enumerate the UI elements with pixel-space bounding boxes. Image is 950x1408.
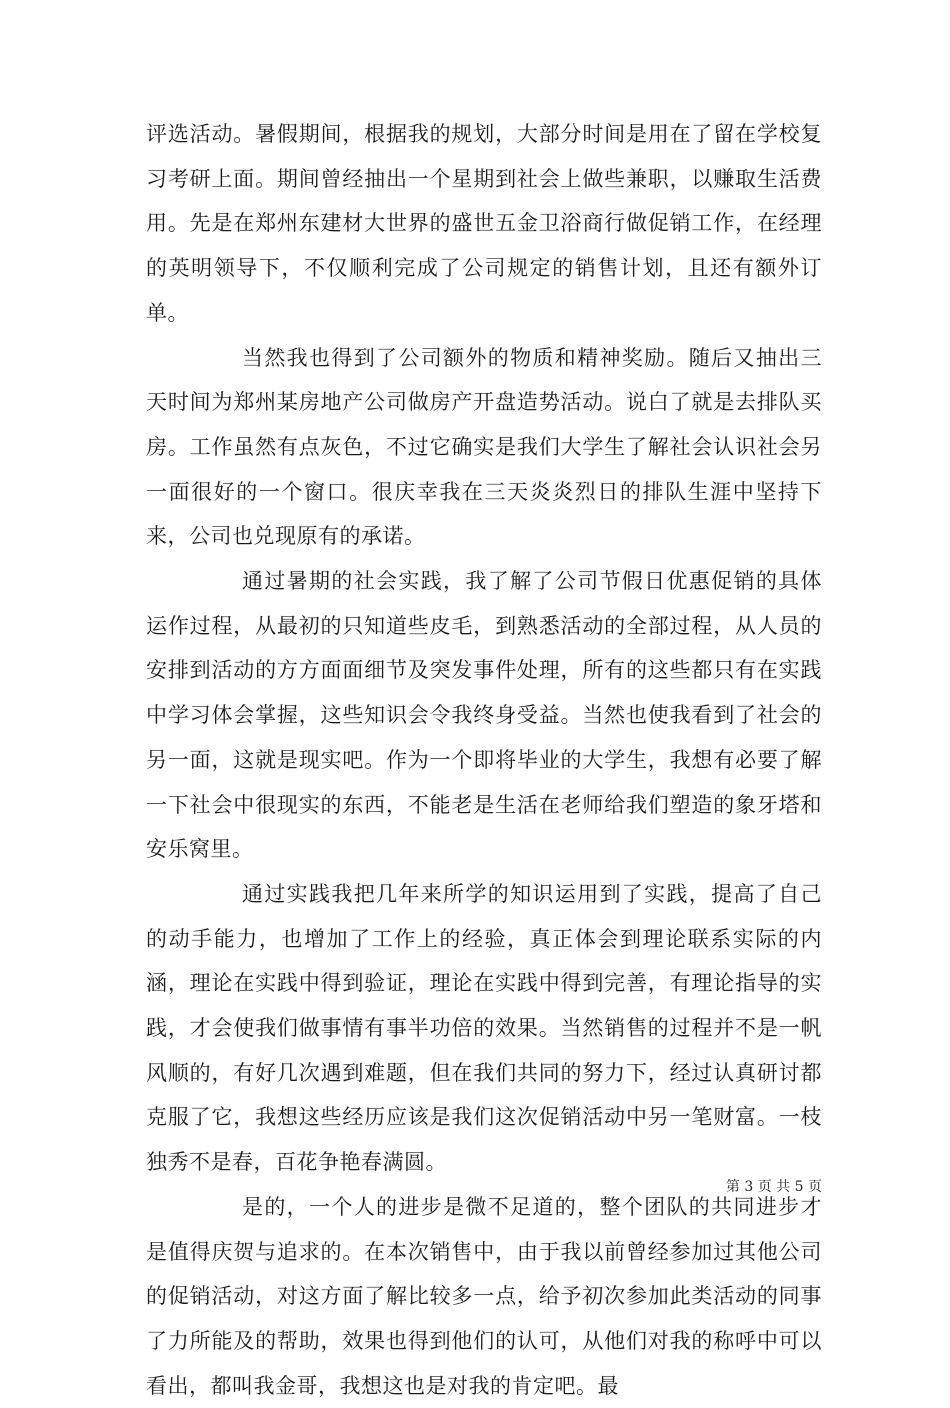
paragraph-3: 通过暑期的社会实践，我了解了公司节假日优惠促销的具体运作过程，从最初的只知道些皮毛，到熟悉活动的全部过程，从人员的安排到活动的方方面面细节及突发事件处理，所有的这些都只有在实践中学习体会掌握，这些知识会令我终身受益。当然也使我看到了社会的另一面，这就是现实吧。作为一个即将毕业的大学生，我想有必要了解一下社会中很现实的东西，不能老是生活在老师给我们塑造的象牙塔和安乐窝里。 [146, 569, 822, 862]
paragraph-1: 评选活动。暑假期间，根据我的规划，大部分时间是用在了留在学校复习考研上面。期间曾经抽出一个星期到社会上做些兼职，以赚取生活费用。先是在郑州东建材大世界的盛世五金卫浴商行做促销工作，在经理的英明领导下，不仅顺利完成了公司规定的销售计划，且还有额外订单。 [146, 122, 822, 325]
page-body [146, 112, 822, 1408]
page-number-footer: 第 3 页 共 5 页 [725, 1179, 822, 1195]
paragraph-4: 通过实践我把几年来所学的知识运用到了实践，提高了自己的动手能力，也增加了工作上的经验，真正体会到理论联系实际的内涵，理论在实践中得到验证，理论在实践中得到完善，有理论指导的实践，才会使我们做事情有事半功倍的效果。当然销售的过程并不是一帆风顺的，有好几次遇到难题，但在我们共同的努力下，经过认真研讨都克服了它，我想这些经历应该是我们这次促销活动中另一笔财富。一枝独秀不是春，百花争艳春满圆。 [146, 881, 822, 1175]
paragraph-2: 当然我也得到了公司额外的物质和精神奖励。随后又抽出三天时间为郑州某房地产公司做房产开盘造势活动。说白了就是去排队买房。工作虽然有点灰色，不过它确实是我们大学生了解社会认识社会另一面很好的一个窗口。很庆幸我在三天炎炎烈日的排队生涯中坚持下来，公司也兑现原有的承诺。 [146, 345, 822, 549]
paragraph-5: 是的，一个人的进步是微不足道的，整个团队的共同进步才是值得庆贺与追求的。在本次销售中，由于我以前曾经参加过其他公司的促销活动，对这方面了解比较多一点，给予初次参加此类活动的同事了力所能及的帮助，效果也得到他们的认可，从他们对我的称呼中可以看出，都叫我金哥，我想这也是对我的肯定吧。最 [146, 1194, 822, 1398]
